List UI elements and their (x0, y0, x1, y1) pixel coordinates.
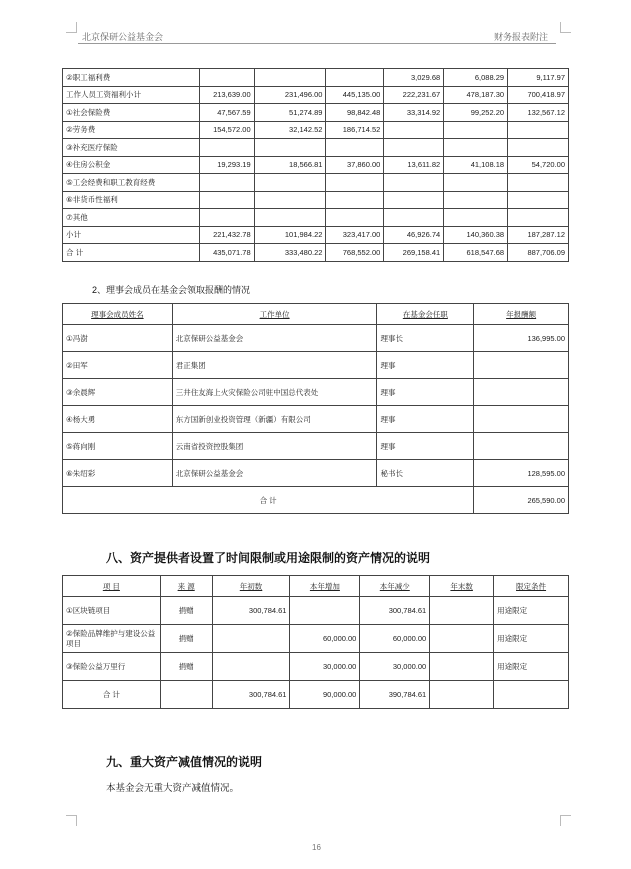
compensation-amount-cell: 99,252.20 (444, 104, 508, 122)
compensation-amount-cell: 187,287.12 (508, 226, 569, 244)
restricted-asset-cell: 用途限定 (494, 653, 569, 681)
restricted-asset-cell (212, 653, 290, 681)
header-org-name: 北京保研公益基金会 (82, 32, 164, 42)
compensation-row (63, 226, 569, 244)
board-member-row (63, 406, 569, 433)
board-remuneration-header-row (63, 304, 569, 325)
header-rule (78, 43, 556, 44)
compensation-amount-cell (384, 174, 444, 192)
compensation-amount-cell (508, 121, 569, 139)
board-member-cell: ⑥朱绍彩 (63, 460, 173, 487)
board-member-cell: 136,995.00 (474, 325, 569, 352)
compensation-amount-cell (326, 139, 384, 157)
board-member-cell (474, 352, 569, 379)
restricted-asset-cell: ③保险公益万里行 (63, 653, 161, 681)
board-remuneration-total-row (63, 487, 569, 514)
board-member-row (63, 379, 569, 406)
compensation-amount-cell (444, 174, 508, 192)
restricted-asset-cell: 用途限定 (494, 597, 569, 625)
restricted-asset-cell: 300,784.61 (212, 597, 290, 625)
compensation-amount-cell: 221,432.78 (199, 226, 254, 244)
board-member-cell: 北京保研公益基金会 (172, 325, 377, 352)
compensation-amount-cell (326, 209, 384, 227)
restricted-assets-column-header-text: 项 目 (102, 581, 120, 591)
compensation-row (63, 156, 569, 174)
compensation-amount-cell: 3,029.68 (384, 69, 444, 87)
board-remuneration-column-header (377, 304, 474, 325)
restricted-asset-cell: 300,784.61 (212, 681, 290, 709)
compensation-row (63, 69, 569, 87)
restricted-assets-column-header-text: 来 源 (177, 581, 195, 591)
compensation-amount-cell (254, 139, 326, 157)
restricted-asset-row (63, 597, 569, 625)
restricted-assets-column-header (63, 576, 161, 597)
compensation-amount-cell: 98,842.48 (326, 104, 384, 122)
restricted-assets-column-header-text: 年末数 (450, 581, 473, 591)
restricted-asset-cell (290, 597, 360, 625)
board-member-cell: 东方国新创业投资管理（新疆）有限公司 (172, 406, 377, 433)
compensation-amount-cell: 618,547.68 (444, 244, 508, 262)
board-member-cell: ②田军 (63, 352, 173, 379)
compensation-amount-cell (254, 191, 326, 209)
restricted-asset-cell (430, 681, 494, 709)
board-member-row (63, 433, 569, 460)
compensation-amount-cell (384, 139, 444, 157)
restricted-asset-cell (430, 597, 494, 625)
compensation-item-label: ④住房公积金 (63, 156, 200, 174)
compensation-amount-cell: 51,274.89 (254, 104, 326, 122)
compensation-amount-cell (254, 174, 326, 192)
restricted-asset-cell: 30,000.00 (290, 653, 360, 681)
restricted-assets-column-header-text: 本年增加 (309, 581, 340, 591)
compensation-amount-cell: 46,926.74 (384, 226, 444, 244)
compensation-amount-cell: 445,135.00 (326, 86, 384, 104)
compensation-amount-cell (199, 69, 254, 87)
restricted-assets-column-header (494, 576, 569, 597)
compensation-amount-cell: 323,417.00 (326, 226, 384, 244)
compensation-amount-cell: 18,566.81 (254, 156, 326, 174)
board-member-cell (474, 433, 569, 460)
compensation-amount-cell (199, 209, 254, 227)
restricted-assets-column-header (160, 576, 212, 597)
board-remuneration-column-header-text: 理事会成员姓名 (91, 309, 144, 319)
compensation-item-label: 工作人员工资福利小计 (63, 86, 200, 104)
board-member-cell (474, 406, 569, 433)
restricted-asset-cell: 300,784.61 (360, 597, 430, 625)
board-member-cell: 北京保研公益基金会 (172, 460, 377, 487)
compensation-row (63, 104, 569, 122)
crop-mark-top-left (66, 22, 77, 33)
board-member-cell: 理事长 (377, 325, 474, 352)
compensation-amount-cell: 132,567.12 (508, 104, 569, 122)
restricted-asset-cell (430, 625, 494, 653)
restricted-assets-table-body (63, 597, 569, 709)
board-member-cell: 君正集团 (172, 352, 377, 379)
compensation-amount-cell: 101,984.22 (254, 226, 326, 244)
section-9-text: 本基金会无重大资产减值情况。 (106, 783, 240, 794)
board-member-cell: ③余晨辉 (63, 379, 173, 406)
compensation-amount-cell: 13,611.82 (384, 156, 444, 174)
restricted-asset-cell: ①区块链项目 (63, 597, 161, 625)
board-remuneration-subheading: 2、理事会成员在基金会领取报酬的情况 (92, 285, 251, 295)
section-8-title: 八、资产提供者设置了时间限制或用途限制的资产情况的说明 (106, 551, 431, 565)
staff-compensation-table-body (63, 69, 569, 262)
restricted-assets-table (62, 575, 569, 709)
board-remuneration-total-value: 265,590.00 (474, 487, 569, 514)
crop-mark-bottom-right (560, 815, 571, 826)
restricted-assets-column-header (360, 576, 430, 597)
compensation-item-label: ②劳务费 (63, 121, 200, 139)
compensation-amount-cell (444, 191, 508, 209)
compensation-amount-cell (508, 191, 569, 209)
board-member-cell: 秘书长 (377, 460, 474, 487)
compensation-amount-cell: 9,117.97 (508, 69, 569, 87)
restricted-asset-cell (212, 625, 290, 653)
page-number: 16 (312, 843, 321, 852)
compensation-amount-cell: 47,567.59 (199, 104, 254, 122)
compensation-amount-cell: 213,639.00 (199, 86, 254, 104)
board-remuneration-column-header (63, 304, 173, 325)
board-member-row (63, 460, 569, 487)
board-member-row (63, 325, 569, 352)
restricted-asset-cell: 用途限定 (494, 625, 569, 653)
compensation-amount-cell (444, 121, 508, 139)
restricted-asset-cell: 60,000.00 (360, 625, 430, 653)
compensation-amount-cell: 231,496.00 (254, 86, 326, 104)
board-member-cell: 理事 (377, 406, 474, 433)
compensation-amount-cell (384, 191, 444, 209)
restricted-assets-column-header-text: 年初数 (239, 581, 263, 591)
board-member-cell: ⑤蒋向刚 (63, 433, 173, 460)
board-remuneration-total-label: 合 计 (63, 487, 474, 514)
compensation-amount-cell: 269,158.41 (384, 244, 444, 262)
restricted-assets-column-header (212, 576, 290, 597)
compensation-amount-cell (199, 174, 254, 192)
compensation-item-label: ⑤工会经费和职工教育经费 (63, 174, 200, 192)
board-member-cell: 云南省投资控股集团 (172, 433, 377, 460)
restricted-asset-cell: 90,000.00 (290, 681, 360, 709)
board-remuneration-column-header-text: 年报酬额 (506, 309, 537, 319)
restricted-asset-cell (160, 681, 212, 709)
board-remuneration-table-body (63, 325, 569, 487)
compensation-item-label: 合 计 (63, 244, 200, 262)
compensation-amount-cell: 140,360.38 (444, 226, 508, 244)
staff-compensation-table (62, 68, 569, 262)
compensation-amount-cell: 33,314.92 (384, 104, 444, 122)
restricted-asset-cell: 60,000.00 (290, 625, 360, 653)
compensation-row (63, 209, 569, 227)
compensation-row (63, 191, 569, 209)
board-member-cell: 三井住友海上火灾保险公司驻中国总代表处 (172, 379, 377, 406)
compensation-amount-cell (326, 69, 384, 87)
header-section-name: 财务报表附注 (494, 32, 549, 42)
compensation-item-label: 小计 (63, 226, 200, 244)
restricted-asset-cell: 捐赠 (160, 653, 212, 681)
board-remuneration-column-header (172, 304, 377, 325)
board-member-cell: ①冯澍 (63, 325, 173, 352)
board-member-cell (474, 379, 569, 406)
board-member-cell: 理事 (377, 433, 474, 460)
section-9-title: 九、重大资产减值情况的说明 (106, 755, 263, 769)
compensation-row (63, 86, 569, 104)
compensation-amount-cell: 333,480.22 (254, 244, 326, 262)
compensation-amount-cell: 478,187.30 (444, 86, 508, 104)
compensation-amount-cell: 435,071.78 (199, 244, 254, 262)
compensation-row (63, 244, 569, 262)
board-member-cell: ④杨大勇 (63, 406, 173, 433)
board-member-cell: 理事 (377, 379, 474, 406)
compensation-amount-cell: 37,860.00 (326, 156, 384, 174)
crop-mark-bottom-left (66, 815, 77, 826)
compensation-amount-cell (508, 209, 569, 227)
compensation-amount-cell (199, 139, 254, 157)
compensation-row (63, 139, 569, 157)
board-remuneration-table (62, 303, 569, 514)
compensation-amount-cell: 222,231.67 (384, 86, 444, 104)
compensation-item-label: ⑥非货币性福利 (63, 191, 200, 209)
compensation-amount-cell (384, 209, 444, 227)
compensation-amount-cell (326, 174, 384, 192)
compensation-amount-cell: 19,293.19 (199, 156, 254, 174)
restricted-assets-column-header-text: 本年减少 (379, 581, 410, 591)
restricted-asset-cell: 合 计 (63, 681, 161, 709)
restricted-asset-cell: 捐赠 (160, 625, 212, 653)
compensation-amount-cell: 54,720.00 (508, 156, 569, 174)
restricted-assets-column-header-text: 限定条件 (516, 581, 547, 591)
compensation-amount-cell (444, 209, 508, 227)
crop-mark-top-right (560, 22, 571, 33)
compensation-amount-cell: 6,088.29 (444, 69, 508, 87)
restricted-asset-row (63, 625, 569, 653)
board-member-cell: 128,595.00 (474, 460, 569, 487)
restricted-asset-cell: 捐赠 (160, 597, 212, 625)
compensation-amount-cell (384, 121, 444, 139)
restricted-assets-column-header (290, 576, 360, 597)
restricted-asset-cell: ②保险品牌维护与建设公益项目 (63, 625, 161, 653)
compensation-amount-cell (326, 191, 384, 209)
compensation-amount-cell (508, 174, 569, 192)
compensation-item-label: ③补充医疗保险 (63, 139, 200, 157)
compensation-item-label: ①社会保险费 (63, 104, 200, 122)
compensation-amount-cell: 41,108.18 (444, 156, 508, 174)
restricted-asset-row (63, 681, 569, 709)
compensation-amount-cell: 887,706.09 (508, 244, 569, 262)
restricted-assets-header-row (63, 576, 569, 597)
restricted-asset-cell (430, 653, 494, 681)
board-remuneration-column-header (474, 304, 569, 325)
compensation-amount-cell (254, 209, 326, 227)
compensation-amount-cell (508, 139, 569, 157)
restricted-asset-cell: 30,000.00 (360, 653, 430, 681)
restricted-asset-row (63, 653, 569, 681)
compensation-item-label: ②职工福利费 (63, 69, 200, 87)
compensation-amount-cell: 700,418.97 (508, 86, 569, 104)
restricted-asset-cell (494, 681, 569, 709)
board-member-row (63, 352, 569, 379)
compensation-amount-cell: 32,142.52 (254, 121, 326, 139)
compensation-row (63, 121, 569, 139)
compensation-amount-cell (254, 69, 326, 87)
compensation-amount-cell: 768,552.00 (326, 244, 384, 262)
compensation-amount-cell (444, 139, 508, 157)
restricted-assets-column-header (430, 576, 494, 597)
restricted-asset-cell: 390,784.61 (360, 681, 430, 709)
board-remuneration-column-header-text: 工作单位 (259, 309, 290, 319)
compensation-item-label: ⑦其他 (63, 209, 200, 227)
board-remuneration-column-header-text: 在基金会任职 (402, 309, 448, 319)
compensation-amount-cell (199, 191, 254, 209)
compensation-row (63, 174, 569, 192)
board-member-cell: 理事 (377, 352, 474, 379)
compensation-amount-cell: 186,714.52 (326, 121, 384, 139)
compensation-amount-cell: 154,572.00 (199, 121, 254, 139)
